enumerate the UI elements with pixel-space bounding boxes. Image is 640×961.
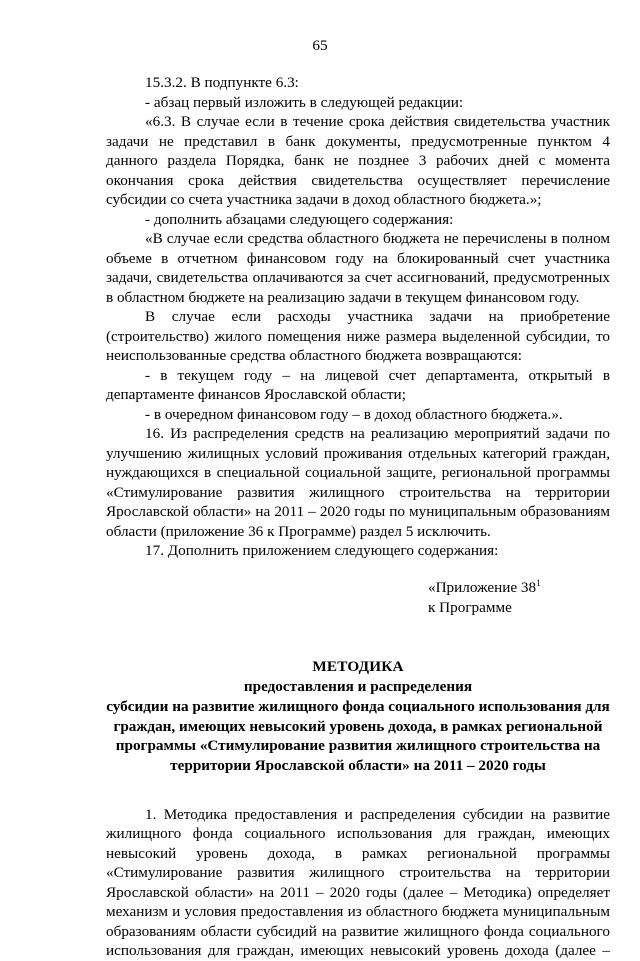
methodology-subtitle (106, 677, 610, 776)
paragraph-current-year-return: - в текущем году – на лицевой счет департамента, открытый в департаменте финансов Ярославской области; (106, 366, 610, 403)
methodology-section-1: 1. Методика предоставления и распределения субсидии на развитие жилищного фонда социального использования для граждан, имеющих невысокий уровень дохода, в рамках региональной программы «Стимулирование развития жилищного строительства на территории Ярославской области» на 2011 – 2020 годы (далее – Методика) определяет механизм и условия предоставления из областного бюджета муниципальным образованиям области субсидий на развитие жилищного фонда социального использования для граждан, имеющих невысокий уровень дохода (далее – (106, 805, 610, 960)
methodology-title: МЕТОДИКА (312, 657, 404, 675)
paragraph-budget-not-transferred: «В случае если средства областного бюджета не перечислены в полном объеме в отчетном финансовом году на блокированный счет участника задачи, свидетельства оплачиваются за счет ассигнований, предусмотренных в областном бюджете на реализацию задачи в текущем финансовом году. (106, 230, 610, 306)
page-number: 65 (312, 37, 328, 54)
subtitle-line: программы «Стимулирование развития жилищного строительства на (115, 737, 601, 755)
paragraph-expenses-below-subsidy: В случае если расходы участника задачи на приобретение (строительство) жилого помещения ниже размера выделенной субсидии, то неиспользованные средства областного бюджета возвращаются: (106, 308, 610, 364)
appendix-superscript: 1 (536, 577, 541, 588)
paragraph-15-3-2: 15.3.2. В подпункте 6.3: (145, 74, 299, 91)
appendix-reference (428, 578, 610, 618)
document-body (106, 73, 610, 961)
appendix-reference-line1: «Приложение $38^1$ (428, 577, 541, 596)
appendix-reference-line2: к Программе (428, 598, 512, 616)
subtitle-line: территории Ярославской области» на 2011 – 2020 годы (170, 757, 546, 775)
paragraph-16: 16. Из распределения средств на реализацию мероприятий задачи по улучшению жилищных условий проживания отдельных категорий граждан, нуждающихся в специальной социальной защите, региональной программы «Стимулирование развития жилищного строительства на территории Ярославской области» на 2011 – 2020 годы по муниципальным образованиям области (приложение 36 к Программе) раздел 5 исключить. (106, 425, 610, 540)
paragraph-add-abzacs-instruction: - дополнить абзацами следующего содержания: (145, 210, 454, 228)
subtitle-line: предоставления и распределения (243, 678, 473, 695)
paragraph-next-year-return: - в очередном финансовом году – в доход областного бюджета.». (145, 405, 563, 423)
paragraph-abzac-instruction: - абзац первый изложить в следующей редакции: (145, 93, 464, 111)
subtitle-line: субсидии на развитие жилищного фонда социального использования для (106, 697, 610, 715)
subtitle-line: граждан, имеющих невысокий уровень дохода, в рамках региональной (113, 717, 603, 735)
paragraph-17: 17. Дополнить приложением следующего содержания: (145, 542, 499, 559)
paragraph-6-3-text: «6.3. В случае если в течение срока действия свидетельства участник задачи не представил в банк документы, предусмотренные пунктом 4 данного раздела Порядка, банк не позднее 3 рабочих дней с момента окончания срока действия свидетельства осуществляет перечисление субсидии со счета участника задачи в доход областного бюджета.»; (106, 113, 610, 208)
